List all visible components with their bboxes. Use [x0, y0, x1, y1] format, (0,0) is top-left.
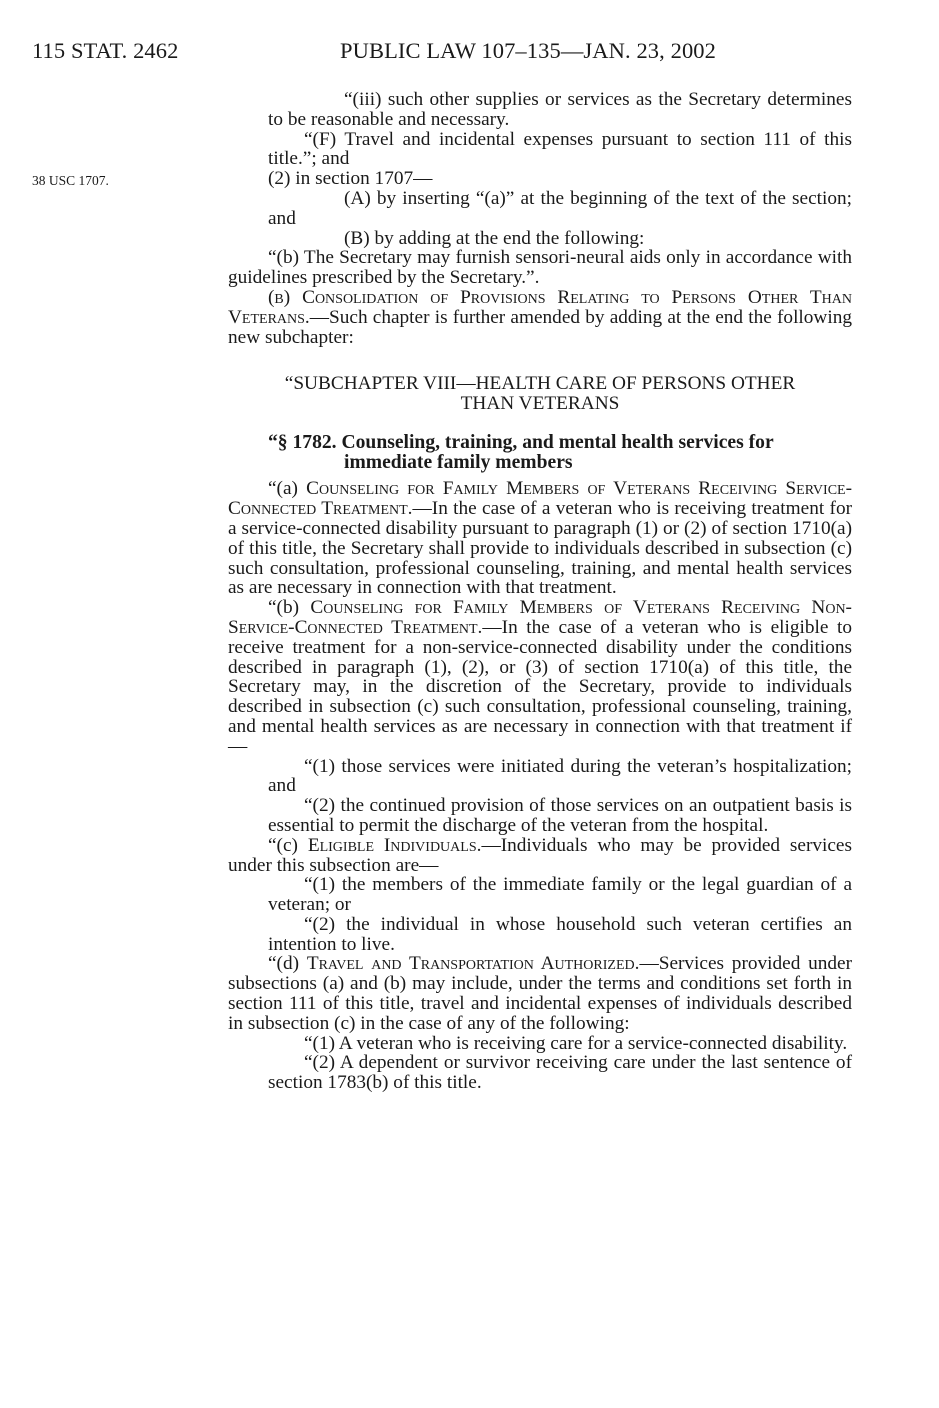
subsection-a-heading: Counseling for Family Members of Veterans Receiving Service-Connected Treatment.: [228, 478, 853, 520]
margin-citation: 38 USC 1707.: [32, 173, 109, 188]
paragraph-b-consolidation: [228, 288, 852, 347]
subchapter-title-line2: THAN VETERANS: [460, 393, 620, 415]
subsection-d-item-2: “(2) A dependent or survivor receiving care under the last sentence of section 1783(b) of this title.: [268, 1052, 852, 1094]
subsection-c-heading: Eligible Individuals.: [307, 834, 482, 856]
subsection-b-item-1: “(1) those services were initiated during the veteran’s hospitalization; and: [268, 755, 852, 797]
subsection-a: [228, 479, 852, 598]
subsection-d-label: “(d): [268, 953, 307, 975]
subsection-a-label: “(a): [268, 478, 307, 500]
subsection-c-text: —Individuals who may be provided services under this subsection are—: [228, 834, 852, 876]
subsection-d-text: —Services provided under subsections (a) and (b) may include, under the terms and conditions set forth in section 111 of this title, travel and incidental expenses of individuals described in subsection (c) in the case of any of the following:: [228, 953, 852, 1034]
subsection-b: [228, 598, 852, 756]
section-title: Counseling, training, and mental health services for immediate family members: [341, 432, 774, 474]
subsection-d-item-1: “(1) A veteran who is receiving care for a service-connected disability.: [304, 1032, 848, 1054]
subsection-c-item-1: “(1) the members of the immediate family or the legal guardian of a veteran; or: [268, 874, 852, 916]
paragraph-b-heading: (b) Consolidation of Provisions Relating to Persons Other Than Veterans.: [228, 286, 852, 328]
page-header-title: PUBLIC LAW 107–135—JAN. 23, 2002: [340, 38, 716, 63]
paragraph-B: (B) by adding at the end the following:: [344, 227, 645, 249]
paragraph-b-text: —Such chapter is further amended by adding at the end the following new subchapter:: [228, 306, 852, 348]
subsection-c-item-2: “(2) the individual in whose household such veteran certifies an intention to live.: [268, 913, 852, 955]
section-heading: [228, 433, 852, 473]
paragraph-F: “(F) Travel and incidental expenses pursuant to section 111 of this title.”; and: [268, 128, 852, 170]
paragraph-b-quote: “(b) The Secretary may furnish sensori-neural aids only in accordance with guidelines prescribed by the Secretary.”.: [228, 247, 852, 289]
page-reference: 115 STAT. 2462: [32, 38, 179, 63]
statute-body: [228, 90, 852, 1093]
paragraph-A: (A) by inserting “(a)” at the beginning of the text of the section; and: [268, 187, 852, 229]
subsection-b-item-2: “(2) the continued provision of those services on an outpatient basis is essential to permit the discharge of the veteran from the hospital.: [268, 795, 852, 836]
subsection-a-text: —In the case of a veteran who is receiving treatment for a service-connected disability pursuant to paragraph (1) or (2) of section 1710(a) of this title, the Secretary shall provide to individuals described in subsection (c) such consultation, professional counseling, training, and mental health services as are necessary in connection with that treatment.: [228, 498, 853, 599]
subsection-c-label: “(c): [268, 834, 308, 856]
subsection-c: [228, 836, 852, 876]
subsection-d-heading: Travel and Transportation Authorized.: [306, 953, 640, 975]
subsection-b-text: —In the case of a veteran who is eligible to receive treatment for a non-service-connected disability under the conditions described in paragraph (1), (2), or (3) of section 1710(a) of this title, the Secretary may, in the discretion of the Secretary, provide to individuals described in subsection (c) such consultation, professional counseling, training, and mental health services as are necessary in connection with that treatment if—: [228, 616, 852, 757]
paragraph-2: (2) in section 1707—: [268, 168, 433, 190]
subsection-b-heading: Counseling for Family Members of Veterans Receiving Non-Service-Connected Treatment.: [228, 597, 852, 638]
subsection-d: [228, 954, 852, 1033]
subsection-b-label: “(b): [268, 597, 311, 619]
subchapter-title: [228, 374, 852, 414]
section-number: “§ 1782.: [268, 432, 337, 454]
paragraph-iii: “(iii) such other supplies or services as the Secretary determines to be reasonable and necessary.: [268, 89, 852, 130]
subchapter-title-line1: “SUBCHAPTER VIII—HEALTH CARE OF PERSONS OTHER: [284, 373, 796, 395]
